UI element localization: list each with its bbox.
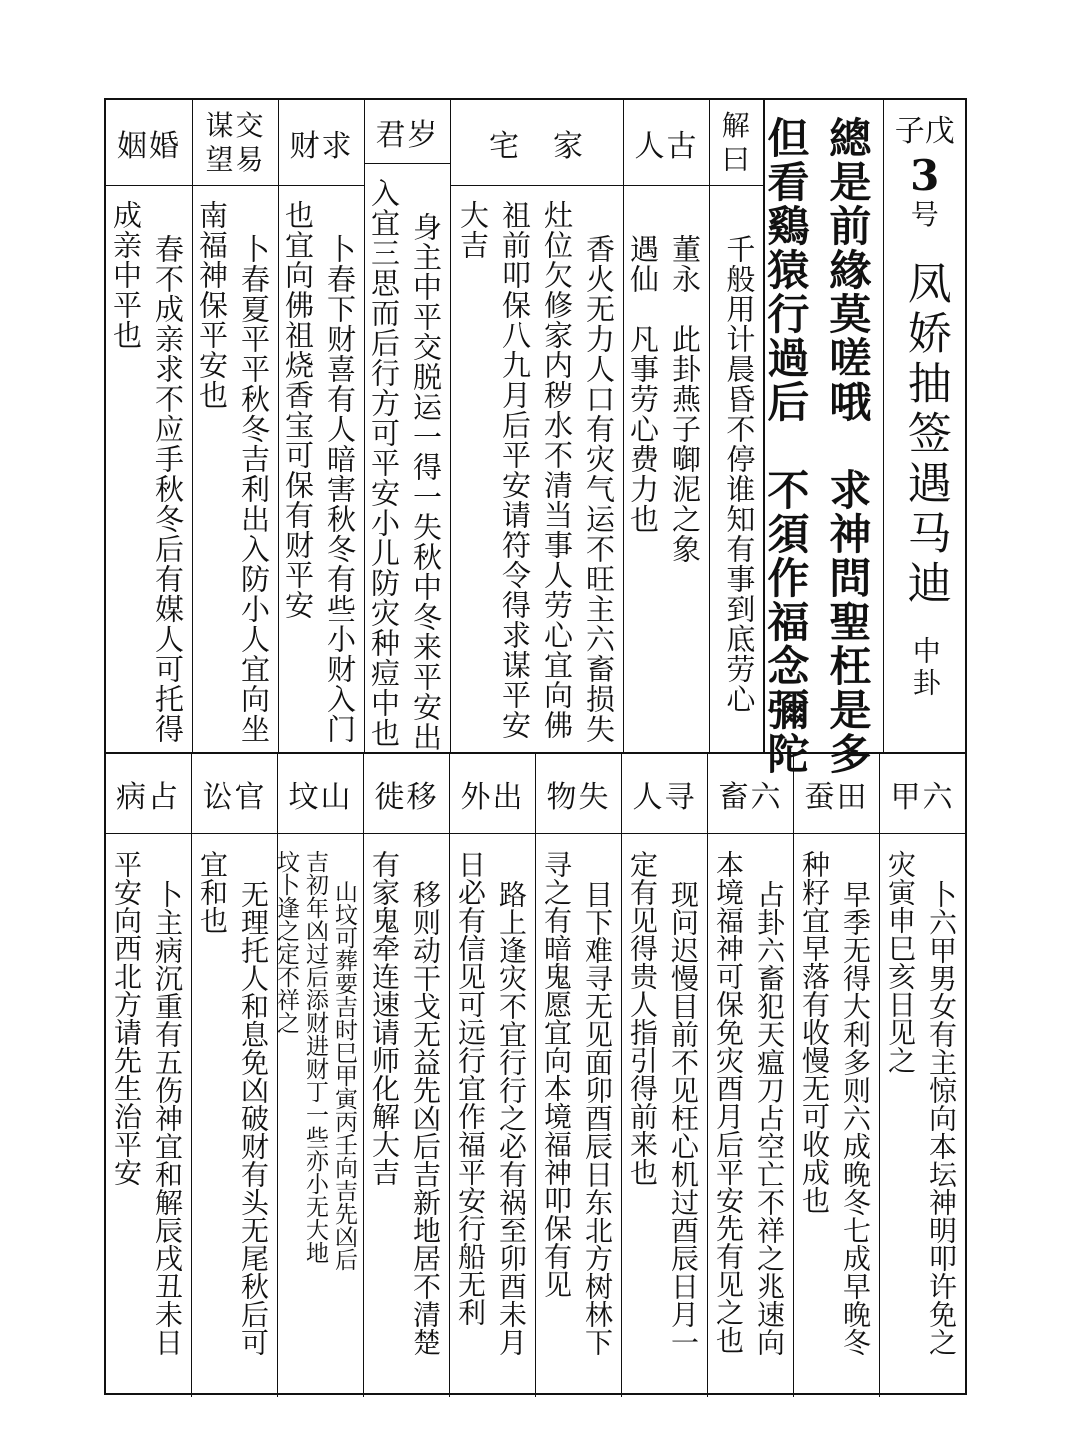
verse-line-1: 總是前緣莫嗟哦 求神問聖枉是多 (823, 116, 873, 776)
section-text: 遇仙 凡事劳心费力也 (626, 234, 660, 534)
top-row (106, 100, 965, 776)
section-qiucai (278, 100, 364, 752)
section-text: 坟卜逢之定不祥之 (273, 850, 299, 1034)
section-text: 灾寅申巳亥日见之 (884, 850, 917, 1074)
section-header: 财求 (279, 100, 364, 186)
section-text: 身主中平交脱运一得一失秋中冬来平安出 (409, 212, 443, 752)
section-header: 坟山 (278, 754, 363, 834)
bottom-row (106, 752, 965, 1397)
section-liujia (879, 754, 965, 1397)
section-text: 南福神保平安也 (195, 200, 229, 410)
section-text: 本境福神可保免灾酉月后平安先有见之也 (712, 850, 745, 1354)
section-text: 定有见得贵人指引得前来也 (626, 850, 659, 1186)
section-guren (623, 100, 709, 752)
section-text: 祖前叩保八九月后平安请符令得求谋平安 (498, 200, 532, 740)
section-header: 君岁 (365, 100, 450, 164)
section-chuwai (449, 754, 535, 1397)
section-text: 平安向西北方请先生治平安 (110, 850, 143, 1186)
section-text: 种籽宜早落有收慢无可收成也 (798, 850, 831, 1214)
section-text: 占卦六畜犯天瘟刀占空亡不祥之兆速向 (753, 880, 786, 1356)
section-text: 现问迟慢目前不见枉心机过酉辰日月一 (667, 880, 700, 1356)
section-header: 宅 家 (451, 100, 623, 186)
section-text: 早季无得大利多则六成晚冬七成早晚冬 (839, 880, 872, 1356)
section-header: 物失 (536, 754, 621, 834)
section-text: 卜春夏平平秋冬吉利出入防小人宜向坐 (237, 234, 271, 744)
section-jiazhai (450, 100, 623, 752)
section-liuchu (707, 754, 793, 1397)
section-text: 香火无力人口有灾气运不旺主六畜损失 (582, 234, 616, 744)
verse-column (761, 100, 883, 776)
section-zhanbing (105, 754, 191, 1397)
section-text: 路上逢灾不宜行行之必有祸至卯酉未月 (495, 880, 528, 1356)
section-header: 外出 (450, 754, 535, 834)
section-suijun (364, 100, 450, 752)
section-jieyue (709, 100, 763, 752)
section-header: 甲六 (880, 754, 965, 834)
section-header: 谋交 望易 (193, 100, 278, 186)
fortune-sheet (104, 98, 967, 1395)
section-jiaoyi (192, 100, 278, 752)
section-text: 千般用计晨昏不停谁知有事到底劳心 (722, 234, 757, 714)
verse-line-2: 但看鷄猿行過后 不須作福念彌陀 (761, 116, 811, 776)
section-text: 移则动干戈无益先凶后吉新地居不清楚 (409, 880, 442, 1356)
sign-number: 3 (910, 151, 940, 200)
section-text: 成亲中平也 (109, 200, 143, 350)
section-text: 卜主病沉重有五伤神宜和解辰戌丑未日 (151, 880, 184, 1356)
section-header: 病占 (105, 754, 191, 834)
section-text: 宜和也 (196, 850, 229, 934)
section-shanfen (273, 754, 363, 1397)
section-header: 讼官 (192, 754, 277, 834)
section-tiancan (793, 754, 879, 1397)
section-text: 目下难寻无见面卯酉辰日东北方树林下 (581, 880, 614, 1356)
section-text: 卜六甲男女有主惊向本坛神明叩许免之 (925, 880, 958, 1356)
section-header: 畜六 (708, 754, 793, 834)
section-header: 人古 (624, 100, 709, 186)
sign-title-top: 子戊 (894, 114, 955, 149)
section-xunren (621, 754, 707, 1397)
sign-rank: 中卦 (908, 636, 942, 700)
section-text: 有家鬼牵连速请师化解大吉 (368, 850, 401, 1186)
sign-title-column (883, 100, 965, 752)
section-guansong (191, 754, 277, 1397)
sign-number-suffix: 号 (910, 198, 939, 231)
section-text: 入宜三思而后行方可平安小儿防灾种痘中也 (367, 178, 401, 748)
section-text: 无理托人和息免凶破财有头无尾秋后可 (237, 880, 270, 1356)
section-text: 春不成亲求不应手秋冬后有媒人可托得 (151, 234, 185, 744)
section-hunyin (106, 100, 192, 752)
section-text: 董永 此卦燕子啣泥之象 (668, 234, 702, 564)
section-text: 日必有信见可远行宜作福平安行船无利 (454, 850, 487, 1326)
section-text: 山坟可葬要吉时巳甲寅丙壬向吉先凶后 (331, 880, 357, 1271)
sign-name: 凤娇抽签遇马迪 (899, 260, 951, 610)
section-text: 吉初年凶过后添财进财丁一些亦小无大地 (302, 850, 328, 1264)
section-text: 寻之有暗鬼愿宜向本境福神叩保有见 (540, 850, 573, 1298)
section-text: 灶位欠修家内秽水不清当事人劳心宜向佛 (540, 200, 574, 740)
section-text: 也宜向佛祖烧香宝可保有财平安 (281, 200, 315, 620)
section-header: 人寻 (622, 754, 707, 834)
section-text: 卜春下财喜有人暗害秋冬有些小财入门 (323, 234, 357, 744)
section-header: 蚕田 (794, 754, 879, 834)
section-header: 徙移 (364, 754, 449, 834)
section-yixi (363, 754, 449, 1397)
section-header: 姻婚 (106, 100, 192, 186)
section-header: 解 曰 (710, 100, 763, 186)
section-text: 大吉 (456, 200, 490, 260)
section-shiwu (535, 754, 621, 1397)
